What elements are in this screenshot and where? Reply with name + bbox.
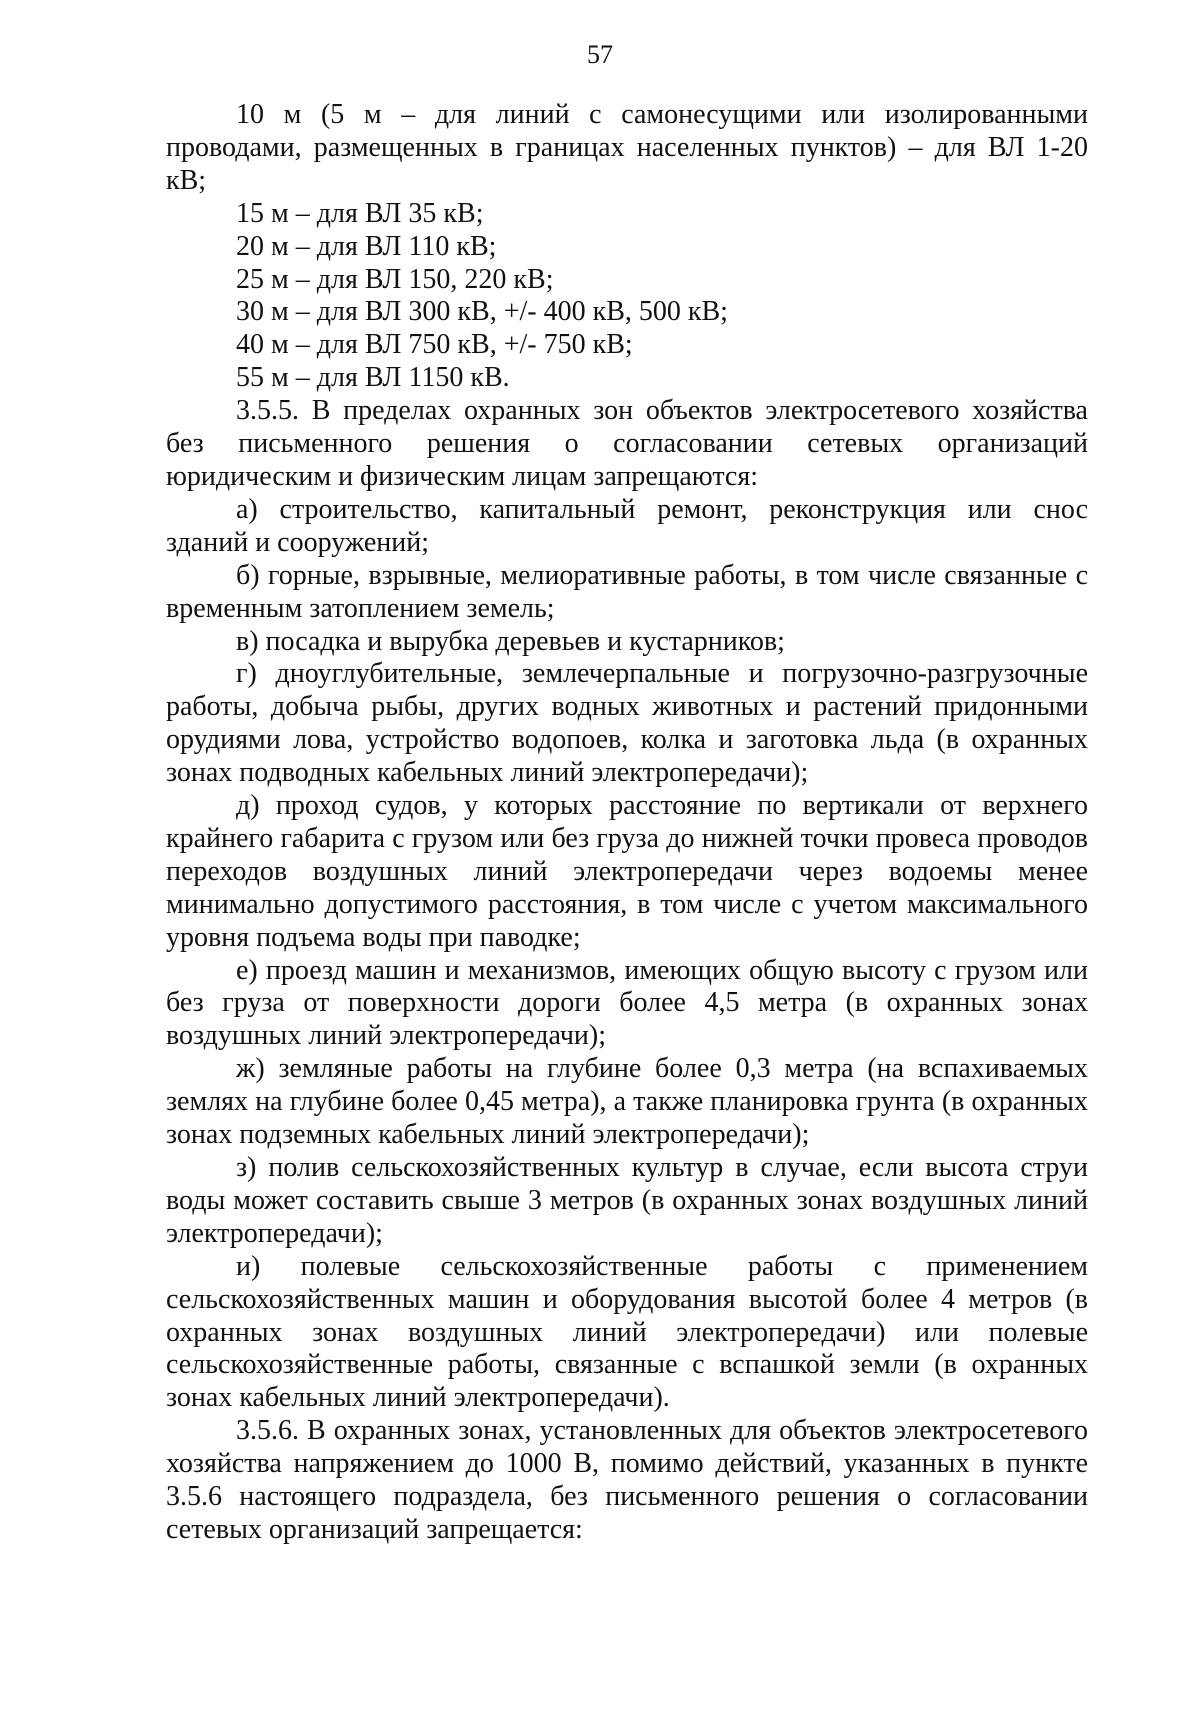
paragraph-item-e: е) проезд машин и механизмов, имеющих общую высоту с грузом или без груза от поверхности дороги более 4,5 метра (в охранных зонах воздушных линий электропередачи); — [166, 954, 1088, 1052]
paragraph-item-a: а) строительство, капитальный ремонт, реконструкция или снос зданий и сооружений; — [166, 493, 1088, 558]
paragraph-distance-750kv: 40 м – для ВЛ 750 кВ, +/- 750 кВ; — [236, 329, 633, 361]
paragraph-3-5-6: 3.5.6. В охранных зонах, установленных для объектов электросетевого хозяйства напряжением до 1000 В, помимо действий, указанных в пункте 3.5.6 настоящего подраздела, без письменного решения о согласовании сетевых организаций запрещается: — [166, 1415, 1088, 1545]
paragraph-distance-150-220kv: 25 м – для ВЛ 150, 220 кВ; — [236, 263, 554, 295]
page-number: 57 — [587, 40, 613, 69]
paragraph-distance-35kv: 15 м – для ВЛ 35 кВ; — [236, 197, 484, 229]
paragraph-distance-300-500kv: 30 м – для ВЛ 300 кВ, +/- 400 кВ, 500 кВ; — [236, 296, 728, 328]
paragraph-item-z: з) полив сельскохозяйственных культур в случае, если высота струи воды может составить свыше 3 метров (в охранных зонах воздушных линий электропередачи); — [166, 1152, 1088, 1249]
paragraph-item-b: б) горные, взрывные, мелиоративные работы, в том числе связанные с временным затоплением земель; — [166, 559, 1088, 624]
paragraph-item-zh: ж) земляные работы на глубине более 0,3 метра (на вспахиваемых землях на глубине более 0,45 метра), а также планировка грунта (в охранных зонах подземных кабельных линий электропередачи); — [166, 1053, 1088, 1151]
paragraph-distance-110kv: 20 м – для ВЛ 110 кВ; — [236, 230, 497, 262]
paragraph-item-v: в) посадка и вырубка деревьев и кустарников; — [236, 625, 785, 657]
paragraph-distance-1-20kv: 10 м (5 м – для линий с самонесущими или изолированными проводами, размещенных в границах населенных пунктов) – для ВЛ 1-20 кВ; — [166, 99, 1088, 196]
document-body — [166, 99, 1088, 1547]
paragraph-3-5-5: 3.5.5. В пределах охранных зон объектов электросетевого хозяйства без письменного решения о согласовании сетевых организаций юридическим и физическим лицам запрещаются: — [166, 395, 1088, 492]
paragraph-item-g: г) дноуглубительные, землечерпальные и погрузочно-разгрузочные работы, добыча рыбы, других водных животных и растений придонными орудиями лова, устройство водопоев, колка и заготовка льда (в охранных зонах подводных кабельных линий электропередачи); — [166, 658, 1088, 789]
paragraph-item-i: и) полевые сельскохозяйственные работы с применением сельскохозяйственных машин и оборудования высотой более 4 метров (в охранных зонах воздушных линий электропередачи) или полевые сельскохозяйственные работы, связанные с вспашкой земли (в охранных зонах кабельных линий электропередачи). — [166, 1250, 1088, 1414]
paragraph-item-d: д) проход судов, у которых расстояние по вертикали от верхнего крайнего габарита с грузом или без груза до нижней точки провеса проводов переходов воздушных линий электропередачи через водоемы менее минимально допустимого расстояния, в том числе с учетом максимального уровня подъема воды при паводке; — [166, 790, 1088, 953]
paragraph-distance-1150kv: 55 м – для ВЛ 1150 кВ. — [236, 362, 510, 394]
